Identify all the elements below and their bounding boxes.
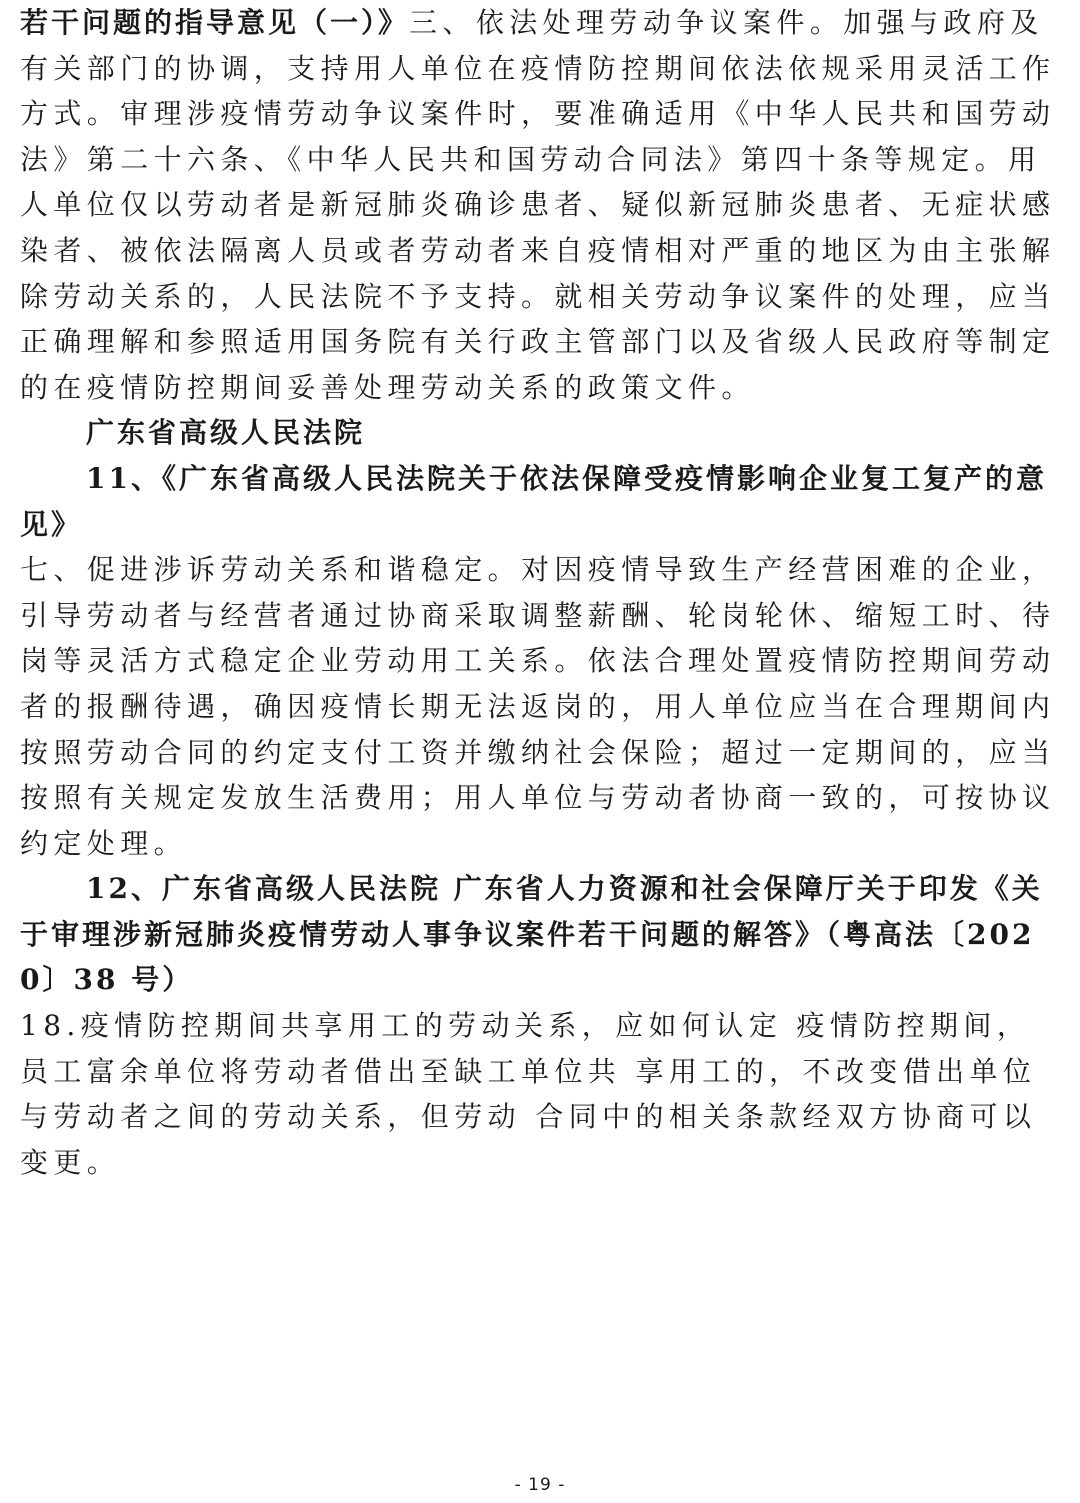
paragraph-body: 三、依法处理劳动争议案件。加强与政府及有关部门的协调，支持用人单位在疫情防控期间依法依规采用灵活工作方式。审理涉疫情劳动争议案件时，要准确适用《中华人民共和国劳动法》第二十六条、《中华人民共和国劳动合同法》第四十条等规定。用人单位仅以劳动者是新冠肺炎确诊患者、疑似新冠肺炎患者、无症状感染者、被依法隔离人员或者劳动者来自疫情相对严重的地区为由主张解除劳动关系的，人民法院不予支持。就相关劳动争议案件的处理，应当正确理解和参照适用国务院有关行政主管部门以及省级人民政府等制定的在疫情防控期间妥善处理劳动关系的政策文件。 [20,6,1056,404]
court-heading: 广东省高级人民法院 [86,416,366,450]
item-11-body: 七、促进涉诉劳动关系和谐稳定。对因疫情导致生产经营困难的企业，引导劳动者与经营者通过协商采取调整薪酬、轮岗轮休、缩短工时、待岗等灵活方式稳定企业劳动用工关系。依法合理处置疫情防控期间劳动者的报酬待遇，确因疫情长期无法返岗的，用人单位应当在合理期间内按照劳动合同的约定支付工资并缴纳社会保险；超过一定期间的，应当按照有关规定发放生活费用；用人单位与劳动者协商一致的，可按协议约定处理。 [20,553,1056,860]
paragraph-guidance-opinion-continued [20,0,1060,410]
item-12-body: 18.疫情防控期间共享用工的劳动关系，应如何认定 疫情防控期间，员工富余单位将劳动者借出至缺工单位共 享用工的，不改变借出单位与劳动者之间的劳动关系，但劳动 合同中的相关条款经双方协商可以变更。 [20,1009,1037,1179]
page-number: - 19 - [514,1475,566,1495]
item-12-title: 12、广东省高级人民法院 广东省人力资源和社会保障厅关于印发《关于审理涉新冠肺炎疫情劳动人事争议案件若干问题的解答》（粤高法〔2020〕38 号） [20,872,1043,997]
document-page [20,0,1060,1185]
paragraph-bold-lead: 若干问题的指导意见（一）》 [20,6,410,39]
item-11-title: 11、《广东省高级人民法院关于依法保障受疫情影响企业复工复产的意见》 [20,461,1047,541]
